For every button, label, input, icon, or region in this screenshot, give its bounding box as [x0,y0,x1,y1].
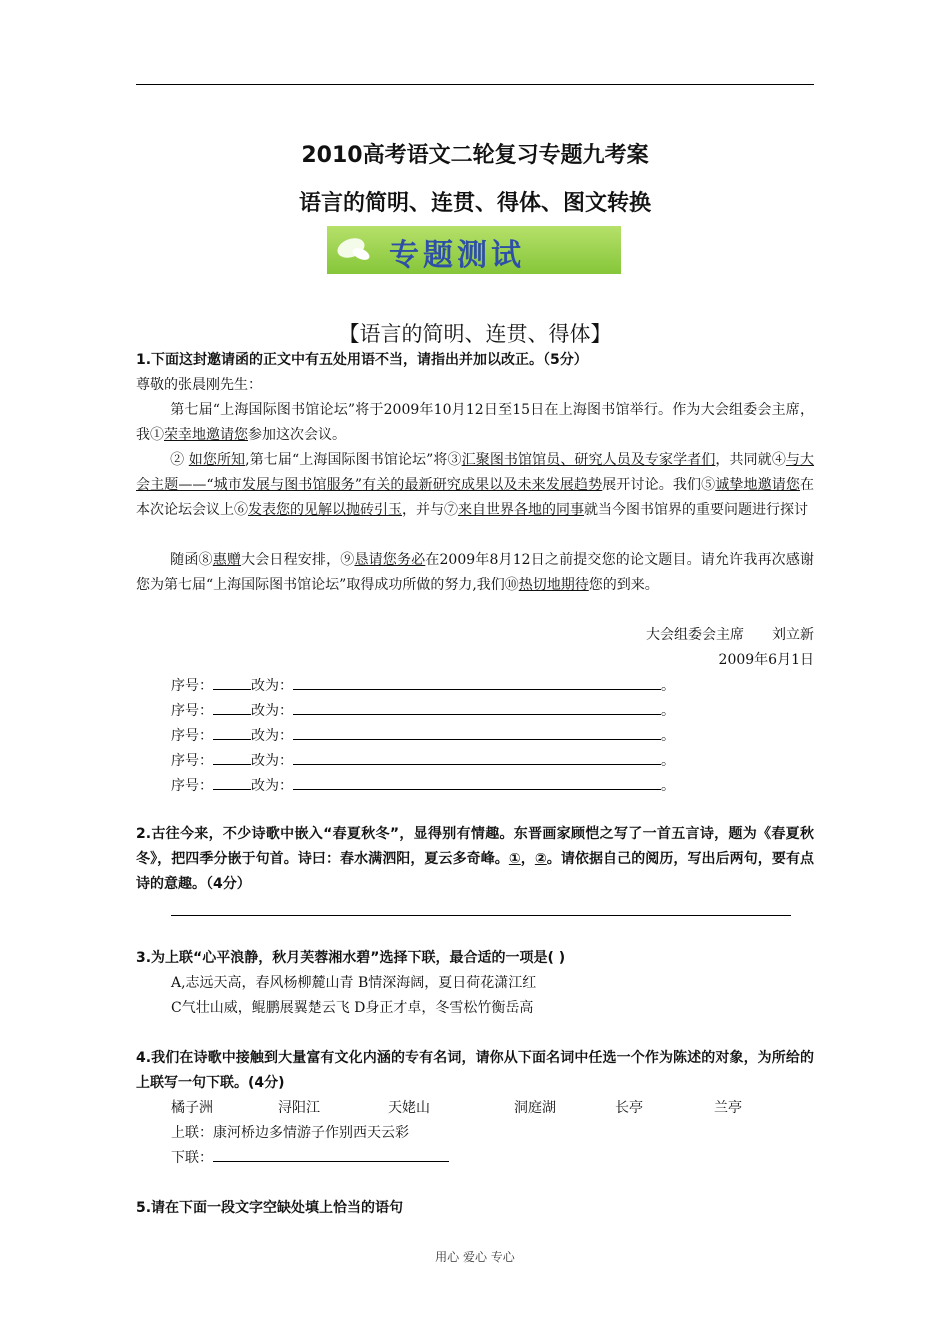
q1-signature: 大会组委会主席 刘立新 [646,627,814,643]
q2-blank-2[interactable]: ② [534,851,547,867]
q1-underline-5: 诚挚地邀请您 [715,477,801,493]
q1-underline-4: 与大会主题——“城市发展与图书馆服务”有关的最新研究成果以及未来发展趋势 [136,452,815,493]
q1-underline-3: 汇聚图书馆馆员、研究人员及专家学者们 [461,452,716,468]
q3-options-line-1: A,志远天高，春风杨柳麓山青 B情深海阔，夏日荷花潇江红 [171,975,537,991]
page-footer: 用心 爱心 专心 [435,1250,515,1264]
q4-lower-couplet: 下联： [171,1146,449,1171]
q1-answer-row: 序号： 改为： 。 [171,749,675,774]
q4-option: 橘子洲 [171,1100,213,1116]
q1-underline-6: 发表您的见解以抛砖引玉 [248,502,402,518]
leaf-icon [333,234,373,264]
q1-prompt: 1.下面这封邀请函的正文中有五处用语不当，请指出并加以改正。（5分） [136,352,588,368]
q1-date: 2009年6月1日 [718,652,814,668]
seq-blank[interactable] [213,725,251,740]
q4-option: 长亭 [615,1100,643,1116]
q1-paragraph-2: ② 如您所知,第七届“上海国际图书馆论坛”将③汇聚图书馆馆员、研究人员及专家学者们，共同就④与大会主题——“城市发展与图书馆服务”有关的最新研究成果以及未来发展趋势展开讨论。我们⑤诚挚地邀请您在本次论坛会议上⑥发表您的见解以抛砖引玉，并与⑦来自世界各地的同事就当今图书馆界的重要问题进行探讨 [136,452,815,518]
change-blank[interactable] [293,775,661,790]
q3-options-line-2: C气壮山威，鲲鹏展翼楚云飞 D身正才卓，冬雪松竹衡岳高 [171,1000,534,1016]
q1-paragraph-1: 第七届“上海国际图书馆论坛”将于2009年10月12日至15日在上海图书馆举行。作为大会组委会主席，我①荣幸地邀请您参加这次会议。 [136,402,814,443]
q2-blank-1[interactable]: ① [508,851,521,867]
change-blank[interactable] [293,750,661,765]
change-blank[interactable] [293,700,661,715]
q2-answer-line[interactable] [171,915,791,916]
q2-prompt: 2.古往今来，不少诗歌中嵌入“春夏秋冬”，显得别有情趣。东晋画家顾恺之写了一首五言诗，题为《春夏秋冬》，把四季分嵌于句首。诗曰：春水满泗阳，夏云多奇峰。①，②。请依据自己的阅历，写出后两句，要有点诗的意趣。（4分） [136,826,815,892]
seq-blank[interactable] [213,775,251,790]
q1-answer-row: 序号： 改为： 。 [171,674,675,699]
banner-text: 专题测试 [389,238,525,273]
q1-salutation: 尊敬的张晨刚先生： [136,377,262,393]
q4-option: 天姥山 [388,1100,430,1116]
change-blank[interactable] [293,725,661,740]
seq-blank[interactable] [213,675,251,690]
topic-test-banner [327,226,621,274]
change-blank[interactable] [293,675,661,690]
q4-prompt: 4.我们在诗歌中接触到大量富有文化内涵的专有名词，请你从下面名词中任选一个作为陈述的对象，为所给的上联写一句下联。(4分) [136,1050,814,1091]
q1-answer-row: 序号： 改为： 。 [171,699,675,724]
q3-prompt: 3.为上联“心平浪静，秋月芙蓉湘水碧”选择下联，最合适的一项是( ) [136,950,566,966]
q1-underline-9: 恳请您务必 [354,552,426,568]
q1-underline-2: 如您所知 [188,452,246,468]
q5-prompt: 5.请在下面一段文字空缺处填上恰当的语句 [136,1200,404,1216]
seq-blank[interactable] [213,750,251,765]
q1-underline-1: 荣幸地邀请您 [164,427,248,443]
page-title: 2010高考语文二轮复习专题九考案 [301,143,649,168]
q4-answer-blank[interactable] [213,1147,449,1162]
q1-underline-10: 热切地期待 [518,577,589,593]
page-subtitle: 语言的简明、连贯、得体、图文转换 [298,191,651,216]
q1-answer-row: 序号： 改为： 。 [171,774,675,799]
q4-option: 兰亭 [714,1100,742,1116]
q1-underline-8: 惠赠 [212,552,242,568]
section-heading: 【语言的简明、连贯、得体】 [338,322,612,346]
q4-option: 洞庭湖 [514,1100,556,1116]
q1-answer-row: 序号： 改为： 。 [171,724,675,749]
seq-blank[interactable] [213,700,251,715]
q4-upper-couplet: 上联：康河桥边多情游子作别西天云彩 [171,1125,409,1141]
q1-paragraph-3: 随函⑧惠赠大会日程安排，⑨恳请您务必在2009年8月12日之前提交您的论文题目。请允许我再次感谢您为第七届“上海国际图书馆论坛”取得成功所做的努力,我们⑩热切地期待您的到来。 [136,552,815,593]
header-rule [136,84,814,85]
q4-option: 浔阳江 [278,1100,320,1116]
q1-underline-7: 来自世界各地的同事 [458,502,584,518]
